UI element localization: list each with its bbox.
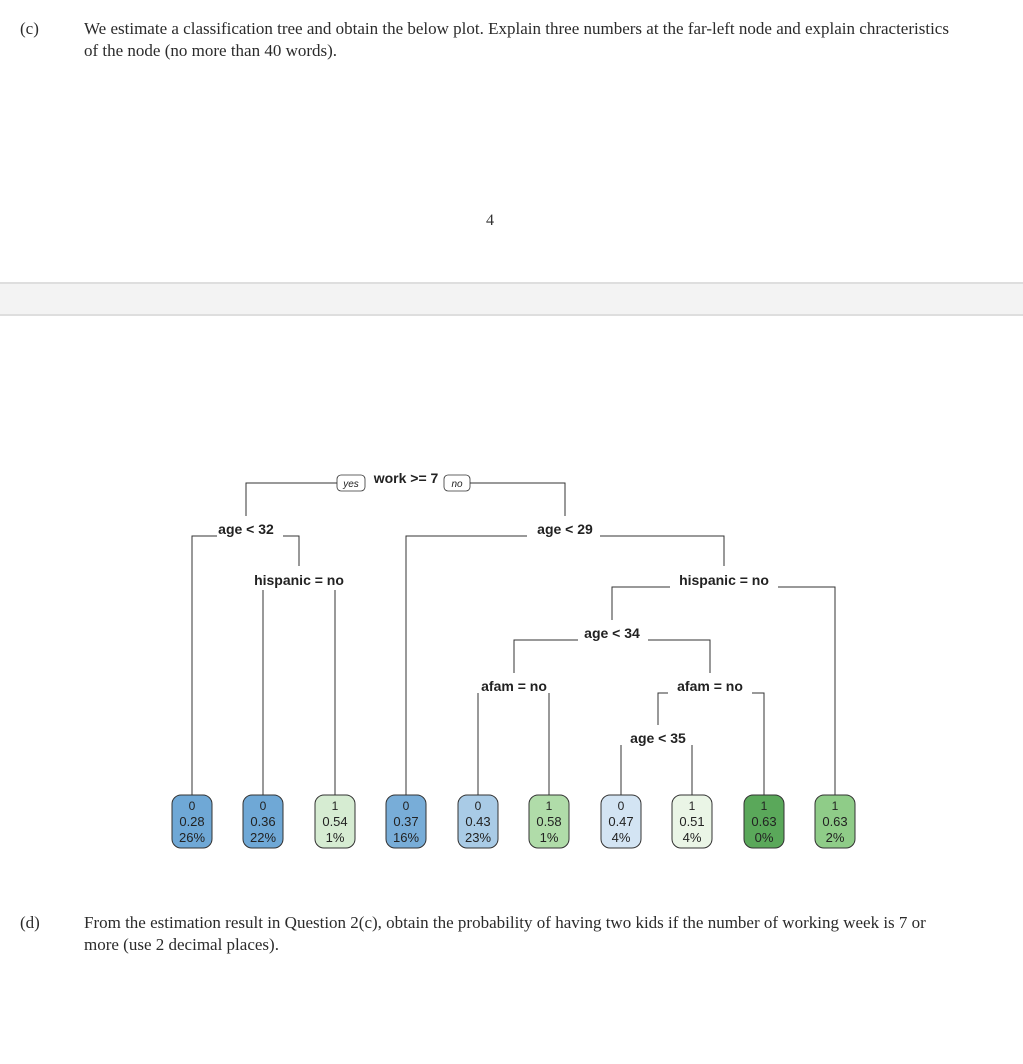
split-label-s1: age < 32 [218,521,274,537]
leaf-class: 0 [474,799,482,813]
split-label-s2: hispanic = no [254,572,344,588]
leaf-percent: 0% [754,830,774,845]
edge-s7-right [752,693,764,795]
question-c-label: (c) [20,19,39,38]
leaf-probability: 0.28 [179,814,205,829]
leaf-class: 1 [545,799,553,813]
edge-s1-right [283,536,299,566]
leaf-class: 1 [831,799,839,813]
leaf-probability: 0.47 [608,814,634,829]
question-d-label: (d) [20,913,40,932]
leaf-class: 1 [688,799,696,813]
leaf-percent: 1% [325,830,345,845]
yes-label: yes [343,479,359,490]
leaf-percent: 22% [249,830,277,845]
question-c-text: We estimate a classification tree and obtain the below plot. Explain three numbers at the far-left node and explain chracteristics of the node (no more than 40 words). [84,19,949,60]
edge-root-right [470,483,565,516]
leaf-percent: 4% [682,830,702,845]
leaf-percent: 16% [392,830,420,845]
question-d [20,912,957,956]
leaf-percent: 2% [825,830,845,845]
leaf-class: 0 [402,799,410,813]
no-label: no [451,479,463,490]
edge-s4-left [612,587,670,620]
leaf-probability: 0.58 [536,814,562,829]
leaf-class: 0 [259,799,267,813]
edge-s3-left [406,536,527,795]
split-label-s3: age < 29 [537,521,593,537]
leaf-class: 0 [188,799,196,813]
split-label-s5: age < 34 [584,625,640,641]
edge-s4-right [778,587,835,795]
edge-root-left [246,483,337,516]
leaf-class: 1 [331,799,339,813]
leaf-probability: 0.43 [465,814,491,829]
leaf-percent: 26% [178,830,206,845]
page-number: 4 [486,212,494,229]
leaf-probability: 0.51 [679,814,705,829]
leaf-probability: 0.63 [822,814,848,829]
edge-s7-left [658,693,668,725]
leaf-percent: 1% [539,830,559,845]
leaf-percent: 4% [611,830,631,845]
edge-s3-right [600,536,724,566]
leaf-probability: 0.36 [250,814,276,829]
split-label-s4: hispanic = no [679,572,769,588]
leaf-percent: 23% [464,830,492,845]
split-label-s6: afam = no [481,678,547,694]
leaf-class: 1 [760,799,768,813]
split-label-s7: afam = no [677,678,743,694]
leaf-class: 0 [617,799,625,813]
root-split-label: work >= 7 [373,470,439,486]
leaf-probability: 0.37 [393,814,419,829]
edge-s5-right [648,640,710,673]
edge-s5-left [514,640,578,673]
question-d-text: From the estimation result in Question 2(c), obtain the probability of having two kids if the number of working week is 7 or more (use 2 decimal places). [84,913,926,954]
edge-s1-left [192,536,217,795]
leaf-probability: 0.63 [751,814,777,829]
leaf-probability: 0.54 [322,814,348,829]
split-label-s8: age < 35 [630,730,686,746]
